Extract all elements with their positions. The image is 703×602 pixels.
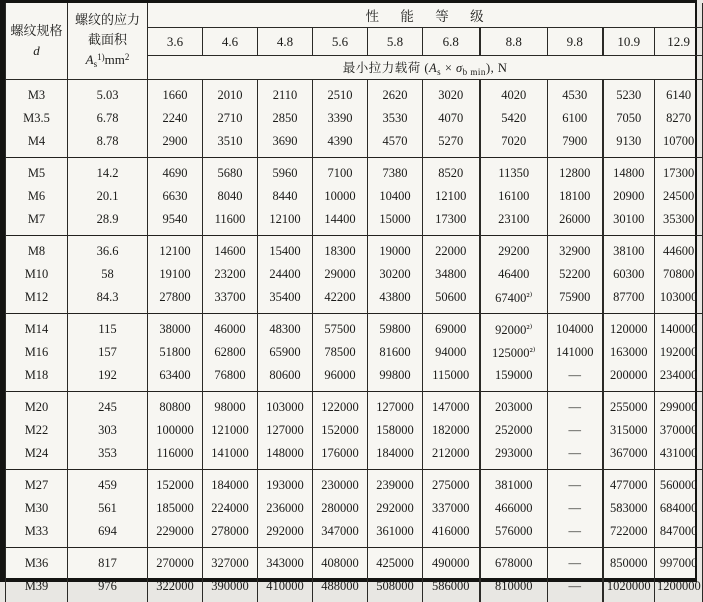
stress-area-cell: 28.9 (68, 208, 148, 236)
load-value-cell: 8040 (203, 185, 258, 208)
thread-spec-cell: M5 (6, 158, 68, 186)
load-value-cell: 560000 (655, 470, 703, 498)
load-value-cell: 230000 (313, 470, 368, 498)
load-value-cell: 6630 (148, 185, 203, 208)
load-value-cell: 22000 (423, 236, 480, 264)
load-value-cell: 104000 (548, 314, 603, 342)
load-value-cell: 367000 (603, 442, 655, 470)
load-value-cell: 5680 (203, 158, 258, 186)
load-value-cell: 255000 (603, 392, 655, 420)
load-value-cell: 60300 (603, 263, 655, 286)
load-value-cell: 252000 (480, 419, 548, 442)
table-row-M5 (6, 158, 703, 186)
class-header-6.8: 6.8 (423, 28, 480, 56)
thread-spec-cell: M20 (6, 392, 68, 420)
stress-area-cell: 157 (68, 341, 148, 364)
stress-area-cell: 353 (68, 442, 148, 470)
load-value-cell: 466000 (480, 497, 548, 520)
load-value-cell: 29200 (480, 236, 548, 264)
load-value-cell: 192000 (655, 341, 703, 364)
col-header-thread-spec (6, 3, 68, 80)
load-value-cell: 65900 (258, 341, 313, 364)
load-value-cell: 3530 (368, 107, 423, 130)
load-value-cell: 12100 (148, 236, 203, 264)
load-value-cell: 141000 (548, 341, 603, 364)
load-value-cell: 1200000 (655, 575, 703, 602)
stress-area-cell: 115 (68, 314, 148, 342)
footnote-marker: ²⁾ (526, 291, 532, 303)
load-value-cell: 2620 (368, 80, 423, 108)
thread-spec-cell: M8 (6, 236, 68, 264)
load-value-cell: 8440 (258, 185, 313, 208)
col-header-stress-area (68, 3, 148, 80)
class-header-9.8: 9.8 (548, 28, 603, 56)
table-row-M10 (6, 263, 703, 286)
load-value-cell: 408000 (313, 548, 368, 576)
class-header-10.9: 10.9 (603, 28, 655, 56)
load-value-cell: 292000 (258, 520, 313, 548)
table-row-M16 (6, 341, 703, 364)
load-value-cell: 140000 (655, 314, 703, 342)
thread-spec-cell: M10 (6, 263, 68, 286)
spec-group-4 (6, 314, 703, 392)
load-value-cell: — (548, 364, 603, 392)
load-value-cell: 9540 (148, 208, 203, 236)
load-value-cell: — (548, 392, 603, 420)
load-value-cell: 293000 (480, 442, 548, 470)
load-value-cell: 30100 (603, 208, 655, 236)
stress-area-cell: 303 (68, 419, 148, 442)
load-value-cell: 94000 (423, 341, 480, 364)
load-value-cell: 2240 (148, 107, 203, 130)
load-value-cell: 120000 (603, 314, 655, 342)
load-value-cell: 3020 (423, 80, 480, 108)
table-row-M33 (6, 520, 703, 548)
thread-spec-cell: M7 (6, 208, 68, 236)
stress-area-cell: 36.6 (68, 236, 148, 264)
load-value-cell: 12100 (258, 208, 313, 236)
load-value-cell: 6100 (548, 107, 603, 130)
load-value-cell: 116000 (148, 442, 203, 470)
load-value-cell: 343000 (258, 548, 313, 576)
spec-group-3 (6, 236, 703, 314)
load-value-cell: 176000 (313, 442, 368, 470)
load-value-cell: 5960 (258, 158, 313, 186)
load-value-cell: 347000 (313, 520, 368, 548)
load-value-cell: 5420 (480, 107, 548, 130)
table-row-M3 (6, 80, 703, 108)
load-value-cell: 46000 (203, 314, 258, 342)
load-value-cell: 477000 (603, 470, 655, 498)
load-value-cell: 2710 (203, 107, 258, 130)
load-value-cell: 18300 (313, 236, 368, 264)
class-header-12.9: 12.9 (655, 28, 703, 56)
load-value-cell: 12100 (423, 185, 480, 208)
stress-area-cell: 20.1 (68, 185, 148, 208)
load-value-cell: 103000 (258, 392, 313, 420)
load-value-cell: 18100 (548, 185, 603, 208)
load-value-cell: 87700 (603, 286, 655, 314)
class-header-4.6: 4.6 (203, 28, 258, 56)
load-value-cell: 11600 (203, 208, 258, 236)
table-row-M36 (6, 548, 703, 576)
load-value-cell: 78500 (313, 341, 368, 364)
load-value-cell: 63400 (148, 364, 203, 392)
load-value-cell: 14400 (313, 208, 368, 236)
spec-group-2 (6, 158, 703, 236)
thread-spec-cell: M24 (6, 442, 68, 470)
table-row-M18 (6, 364, 703, 392)
load-value-cell: 127000 (258, 419, 313, 442)
load-value-cell: 15000 (368, 208, 423, 236)
spec-group-5 (6, 392, 703, 470)
load-value-cell: 46400 (480, 263, 548, 286)
load-value-cell: 96000 (313, 364, 368, 392)
load-value-cell: 100000 (148, 419, 203, 442)
load-value-cell: 14800 (603, 158, 655, 186)
load-value-cell: 121000 (203, 419, 258, 442)
load-value-cell: 62800 (203, 341, 258, 364)
load-value-cell: 9130 (603, 130, 655, 158)
load-value-cell: 280000 (313, 497, 368, 520)
load-value-cell: 184000 (203, 470, 258, 498)
load-value-cell: 48300 (258, 314, 313, 342)
load-value-cell: 10700 (655, 130, 703, 158)
load-value-cell: 44600 (655, 236, 703, 264)
load-value-cell: 14600 (203, 236, 258, 264)
load-value-cell: 576000 (480, 520, 548, 548)
load-value-cell: 684000 (655, 497, 703, 520)
load-value-cell: 76800 (203, 364, 258, 392)
load-value-cell: 24500 (655, 185, 703, 208)
load-value-cell: 182000 (423, 419, 480, 442)
load-value-cell: 3690 (258, 130, 313, 158)
thread-spec-cell: M22 (6, 419, 68, 442)
load-value-cell: 127000 (368, 392, 423, 420)
load-value-cell: 6140 (655, 80, 703, 108)
load-value-cell: 152000 (148, 470, 203, 498)
load-value-cell: 7100 (313, 158, 368, 186)
footnote-marker: ²⁾ (526, 323, 532, 335)
load-value-cell: 148000 (258, 442, 313, 470)
class-header-5.8: 5.8 (368, 28, 423, 56)
thread-spec-cell: M36 (6, 548, 68, 576)
stress-area-label-1: 螺纹的应力 (70, 10, 145, 30)
load-value-cell: 3510 (203, 130, 258, 158)
load-value-cell: 1020000 (603, 575, 655, 602)
thread-spec-cell: M12 (6, 286, 68, 314)
load-value-cell: 122000 (313, 392, 368, 420)
stress-area-symbol: $A_s^{1)}mm^2$ (70, 50, 145, 72)
load-value-cell: 810000 (480, 575, 548, 602)
load-value-cell: 8270 (655, 107, 703, 130)
load-value-cell: 4690 (148, 158, 203, 186)
load-value-cell: — (548, 520, 603, 548)
stress-area-cell: 817 (68, 548, 148, 576)
load-value-cell: 35400 (258, 286, 313, 314)
load-value-cell: 38000 (148, 314, 203, 342)
load-value-cell: 57500 (313, 314, 368, 342)
load-value-cell: 80800 (148, 392, 203, 420)
load-value-cell: 8520 (423, 158, 480, 186)
load-value-cell: 158000 (368, 419, 423, 442)
load-value-cell: 80600 (258, 364, 313, 392)
load-value-cell: 81600 (368, 341, 423, 364)
load-value-cell: 678000 (480, 548, 548, 576)
load-value-cell: 5230 (603, 80, 655, 108)
load-value-cell: 7900 (548, 130, 603, 158)
load-value-cell: 23100 (480, 208, 548, 236)
load-value-cell: 103000 (655, 286, 703, 314)
table-header (6, 3, 703, 80)
table-row-M20 (6, 392, 703, 420)
load-value-cell: 4530 (548, 80, 603, 108)
load-value-cell: 2900 (148, 130, 203, 158)
thread-spec-symbol: d (8, 41, 65, 61)
load-value-cell: 239000 (368, 470, 423, 498)
load-value-cell: 52200 (548, 263, 603, 286)
load-value-cell: 19100 (148, 263, 203, 286)
stress-area-cell: 6.78 (68, 107, 148, 130)
load-value-cell: 27800 (148, 286, 203, 314)
load-value-cell: 3390 (313, 107, 368, 130)
load-value-cell: 17300 (423, 208, 480, 236)
load-value-cell: 42200 (313, 286, 368, 314)
stress-area-label-2: 截面积 (70, 30, 145, 50)
load-value-cell: 30200 (368, 263, 423, 286)
thread-spec-cell: M14 (6, 314, 68, 342)
stress-area-cell: 694 (68, 520, 148, 548)
stress-area-cell: 561 (68, 497, 148, 520)
load-value-cell: — (548, 548, 603, 576)
class-header-8.8: 8.8 (480, 28, 548, 56)
load-value-cell: 51800 (148, 341, 203, 364)
load-value-cell: — (548, 497, 603, 520)
stress-area-cell: 58 (68, 263, 148, 286)
load-value-cell: 10400 (368, 185, 423, 208)
thread-spec-cell: M30 (6, 497, 68, 520)
load-value-cell: 4570 (368, 130, 423, 158)
load-value-cell: 99800 (368, 364, 423, 392)
load-value-cell: 24400 (258, 263, 313, 286)
load-value-cell: 17300 (655, 158, 703, 186)
load-value-cell: 1660 (148, 80, 203, 108)
load-value-cell: 193000 (258, 470, 313, 498)
stress-area-cell: 5.03 (68, 80, 148, 108)
stress-area-cell: 14.2 (68, 158, 148, 186)
load-value-cell: 278000 (203, 520, 258, 548)
load-value-cell: — (548, 419, 603, 442)
load-value-cell: 4390 (313, 130, 368, 158)
load-value-cell: 20900 (603, 185, 655, 208)
load-value-cell: 203000 (480, 392, 548, 420)
load-value-cell: 69000 (423, 314, 480, 342)
header-row-top (6, 3, 703, 28)
spec-group-7 (6, 548, 703, 602)
load-value-cell: 847000 (655, 520, 703, 548)
table-row-M12 (6, 286, 703, 314)
stress-area-cell: 84.3 (68, 286, 148, 314)
thread-spec-cell: M33 (6, 520, 68, 548)
thread-spec-cell: M3 (6, 80, 68, 108)
spec-group-1 (6, 80, 703, 158)
table-row-M7 (6, 208, 703, 236)
thread-spec-cell: M27 (6, 470, 68, 498)
class-header-5.6: 5.6 (313, 28, 368, 56)
load-value-cell: 586000 (423, 575, 480, 602)
load-value-cell: 410000 (258, 575, 313, 602)
load-table (5, 3, 703, 602)
load-value-cell: 33700 (203, 286, 258, 314)
table-row-M22 (6, 419, 703, 442)
table-row-M4 (6, 130, 703, 158)
load-value-cell: 38100 (603, 236, 655, 264)
load-value-cell: 2010 (203, 80, 258, 108)
load-value-cell: 200000 (603, 364, 655, 392)
load-value-cell: 32900 (548, 236, 603, 264)
thread-spec-cell: M4 (6, 130, 68, 158)
stress-area-cell: 245 (68, 392, 148, 420)
load-value-cell: 43800 (368, 286, 423, 314)
load-value-cell: 508000 (368, 575, 423, 602)
load-value-cell: 147000 (423, 392, 480, 420)
load-value-cell: 59800 (368, 314, 423, 342)
table-row-M39 (6, 575, 703, 602)
load-value-cell: — (548, 442, 603, 470)
load-value-cell: 4020 (480, 80, 548, 108)
thread-spec-cell: M3.5 (6, 107, 68, 130)
load-value-cell: 7380 (368, 158, 423, 186)
load-value-cell: 722000 (603, 520, 655, 548)
table-row-M27 (6, 470, 703, 498)
load-value-cell: 270000 (148, 548, 203, 576)
load-value-cell: 212000 (423, 442, 480, 470)
load-value-cell: 12800 (548, 158, 603, 186)
load-value-cell: 292000 (368, 497, 423, 520)
load-value-cell: 488000 (313, 575, 368, 602)
load-value-cell: 234000 (655, 364, 703, 392)
load-value-cell: 2850 (258, 107, 313, 130)
load-value-cell: 327000 (203, 548, 258, 576)
load-value-cell: 185000 (148, 497, 203, 520)
table-row-M6 (6, 185, 703, 208)
load-value-cell: 425000 (368, 548, 423, 576)
load-value-cell: 390000 (203, 575, 258, 602)
class-header-3.6: 3.6 (148, 28, 203, 56)
load-value-cell: 583000 (603, 497, 655, 520)
load-value-cell: 152000 (313, 419, 368, 442)
load-value-cell: 2510 (313, 80, 368, 108)
load-value-cell: 50600 (423, 286, 480, 314)
load-value-cell: 224000 (203, 497, 258, 520)
load-value-cell: 16100 (480, 185, 548, 208)
table-row-M30 (6, 497, 703, 520)
load-value-cell: 125000²⁾ (480, 341, 548, 364)
load-value-cell: 141000 (203, 442, 258, 470)
stress-area-cell: 192 (68, 364, 148, 392)
load-value-cell: 115000 (423, 364, 480, 392)
load-value-cell: — (548, 575, 603, 602)
load-value-cell: 416000 (423, 520, 480, 548)
load-value-cell: 70800 (655, 263, 703, 286)
load-value-cell: 5270 (423, 130, 480, 158)
load-value-cell: 431000 (655, 442, 703, 470)
col-header-performance-class: 性 能 等 级 (148, 3, 703, 28)
load-value-cell: 26000 (548, 208, 603, 236)
thread-spec-cell: M39 (6, 575, 68, 602)
table-row-M14 (6, 314, 703, 342)
load-value-cell: 34800 (423, 263, 480, 286)
stress-area-cell: 8.78 (68, 130, 148, 158)
load-value-cell: 275000 (423, 470, 480, 498)
thread-spec-cell: M16 (6, 341, 68, 364)
load-value-cell: — (548, 470, 603, 498)
load-value-cell: 4070 (423, 107, 480, 130)
load-value-cell: 361000 (368, 520, 423, 548)
load-value-cell: 98000 (203, 392, 258, 420)
load-value-cell: 322000 (148, 575, 203, 602)
load-value-cell: 381000 (480, 470, 548, 498)
load-value-cell: 7050 (603, 107, 655, 130)
load-value-cell: 23200 (203, 263, 258, 286)
load-value-cell: 850000 (603, 548, 655, 576)
load-value-cell: 159000 (480, 364, 548, 392)
stress-area-cell: 976 (68, 575, 148, 602)
load-value-cell: 184000 (368, 442, 423, 470)
spec-group-6 (6, 470, 703, 548)
load-value-cell: 29000 (313, 263, 368, 286)
load-value-cell: 370000 (655, 419, 703, 442)
class-header-4.8: 4.8 (258, 28, 313, 56)
table-row-M24 (6, 442, 703, 470)
load-value-cell: 11350 (480, 158, 548, 186)
thread-spec-cell: M6 (6, 185, 68, 208)
load-value-cell: 315000 (603, 419, 655, 442)
stress-area-cell: 459 (68, 470, 148, 498)
load-value-cell: 236000 (258, 497, 313, 520)
load-value-cell: 337000 (423, 497, 480, 520)
min-tensile-load-formula: 最小拉力载荷 $(A_s \times \sigma_{b min})$, N (148, 56, 703, 80)
load-value-cell: 2110 (258, 80, 313, 108)
load-value-cell: 997000 (655, 548, 703, 576)
table-row-M3.5 (6, 107, 703, 130)
load-value-cell: 19000 (368, 236, 423, 264)
load-value-cell: 92000²⁾ (480, 314, 548, 342)
footnote-marker: ²⁾ (530, 346, 536, 358)
load-value-cell: 35300 (655, 208, 703, 236)
load-value-cell: 15400 (258, 236, 313, 264)
load-value-cell: 299000 (655, 392, 703, 420)
load-value-cell: 75900 (548, 286, 603, 314)
load-value-cell: 229000 (148, 520, 203, 548)
thread-spec-label: 螺纹规格 (8, 21, 65, 41)
load-value-cell: 7020 (480, 130, 548, 158)
table-row-M8 (6, 236, 703, 264)
load-value-cell: 163000 (603, 341, 655, 364)
load-value-cell: 10000 (313, 185, 368, 208)
load-value-cell: 67400²⁾ (480, 286, 548, 314)
thread-spec-cell: M18 (6, 364, 68, 392)
load-value-cell: 490000 (423, 548, 480, 576)
